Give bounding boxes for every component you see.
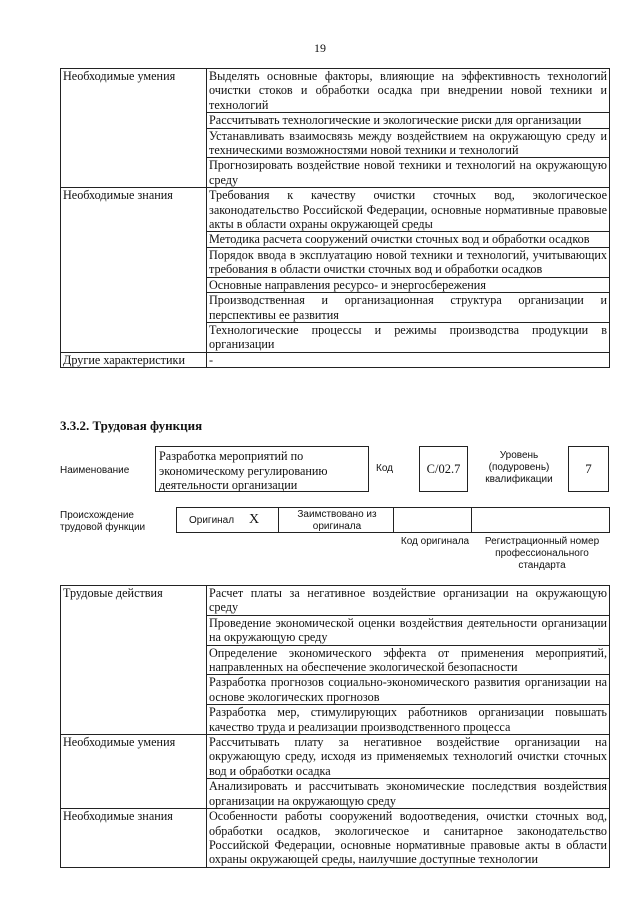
table-cell: Требования к качеству очистки сточных вод, экологическое законодательство Российской Федерации, основные нормативные правовые акты в области охраны окружающей среды — [207, 188, 610, 232]
table-row — [61, 69, 610, 113]
table-cell: Рассчитывать технологические и экологические риски для организации — [207, 113, 610, 128]
table-cell: Методика расчета сооружений очистки сточных вод и обработки осадков — [207, 232, 610, 247]
table-cell: Анализировать и рассчитывать экономические последствия воздействия организации на окружающую среду — [207, 779, 610, 809]
level-label: Уровень (подуровень) квалификации — [485, 450, 553, 485]
row-label-knowledge: Необходимые знания — [61, 188, 207, 352]
table-cell: Особенности работы сооружений водоотведения, очистки сточных вод, обработки осадков, экологическое и санитарное законодательство Российской Федерации, основные нормативные правовые акты в области охраны окружающей среды, наилучшие доступные технологии — [207, 809, 610, 868]
origin-label: Происхождение трудовой функции — [60, 510, 146, 533]
row-label-skills: Необходимые умения — [61, 69, 207, 188]
table-row — [61, 809, 610, 868]
table-row — [61, 586, 610, 616]
table-row — [61, 188, 610, 232]
row-label-other: Другие характеристики — [61, 352, 207, 367]
table-cell: Порядок ввода в эксплуатацию новой техники и технологий, учитывающих требования в области очистки сточных вод и обработки осадков — [207, 247, 610, 277]
table-row — [61, 352, 610, 367]
page-number: 19 — [314, 41, 326, 55]
code-label: Код — [376, 463, 394, 474]
original-label: Оригинал — [189, 515, 235, 526]
row-label-actions: Трудовые действия — [61, 586, 207, 735]
reg-number-cell — [471, 507, 610, 533]
borrowed-cell — [278, 507, 394, 533]
table-cell: Определение экономического эффекта от применения мероприятий, направленных на обеспечение экологической безопасности — [207, 645, 610, 675]
table-cell: - — [207, 352, 610, 367]
table-cell: Выделять основные факторы, влияющие на эффективность технологий очистки стоков и обработки осадка при внедрении новой техники и технологий — [207, 69, 610, 113]
name-label: Наименование — [60, 465, 130, 476]
code-original-caption: Код оригинала — [400, 536, 470, 547]
table-row — [61, 735, 610, 779]
table-cell: Технологические процессы и режимы производства продукции в организации — [207, 322, 610, 352]
table-cell: Разработка мер, стимулирующих работников организации повышать качество труда и реализации производственного процесса — [207, 705, 610, 735]
table-cell: Рассчитывать плату за негативное воздействие организации на окружающую среду, исходя из применяемых технологий очистки сточных вод и обработки осадка — [207, 735, 610, 779]
original-cell — [176, 507, 279, 533]
code-value-box: С/02.7 — [419, 446, 468, 492]
row-label-knowledge: Необходимые знания — [61, 809, 207, 868]
table-cell: Разработка прогнозов социально-экономического развития организации на основе экологических прогнозов — [207, 675, 610, 705]
function-name-box: Разработка мероприятий по экономическому регулированию деятельности организации — [155, 446, 369, 492]
table-cell: Производственная и организационная структура организации и перспективы ее развития — [207, 293, 610, 323]
table-cell: Основные направления ресурсо- и энергосбережения — [207, 277, 610, 292]
code-original-cell — [393, 507, 472, 533]
table-cell: Расчет платы за негативное воздействие организации на окружающую среду — [207, 586, 610, 616]
section-heading: 3.3.2. Трудовая функция — [60, 418, 203, 433]
table-cell: Проведение экономической оценки воздействия деятельности организации на окружающую среду — [207, 615, 610, 645]
reg-number-caption: Регистрационный номер профессионального стандарта — [484, 536, 600, 571]
table-cell: Устанавливать взаимосвязь между воздействием на окружающую среду и техническими возможностями новой техники и технологий — [207, 128, 610, 158]
table-cell: Прогнозировать воздействие новой техники и технологий на окружающую среду — [207, 158, 610, 188]
borrowed-label: Заимствовано из оригинала — [297, 509, 377, 532]
level-value-box: 7 — [568, 446, 609, 492]
labor-function-table — [60, 585, 610, 868]
row-label-skills: Необходимые умения — [61, 735, 207, 809]
original-mark: X — [249, 512, 260, 527]
competencies-table — [60, 68, 610, 368]
